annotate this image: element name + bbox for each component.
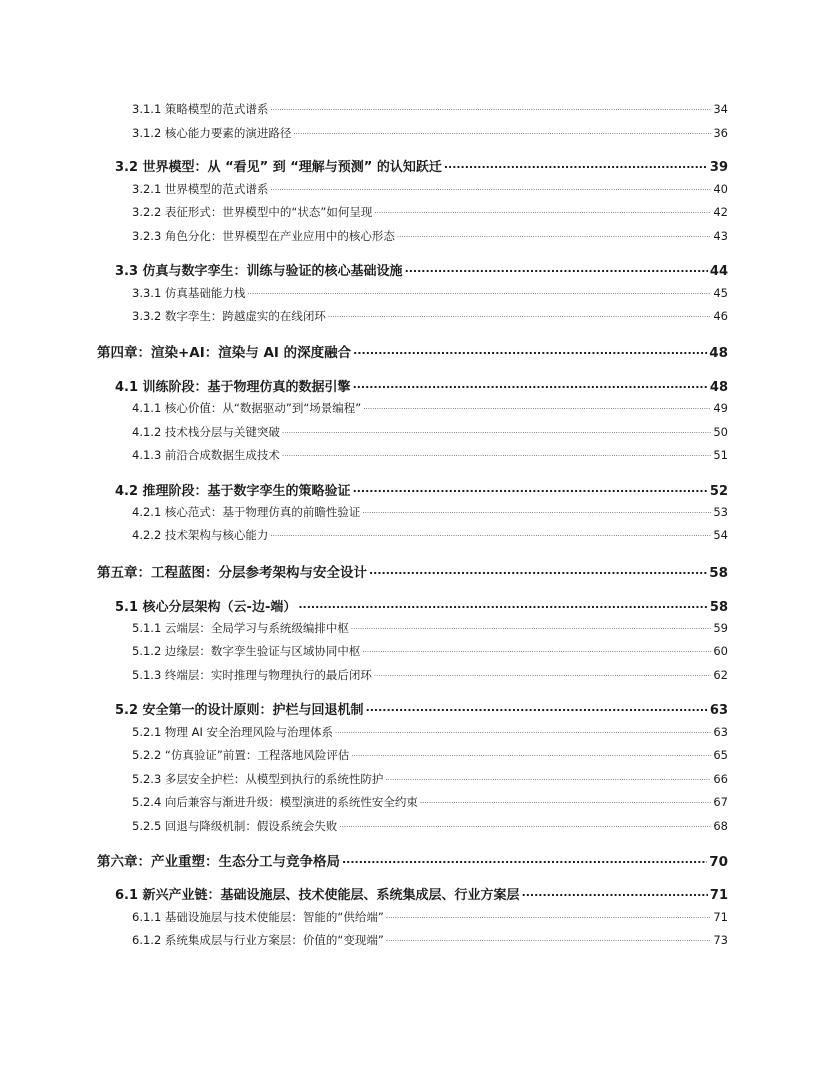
toc-entry-title: 6.1.1 基础设施层与技术使能层：智能的“供给端”: [132, 910, 384, 924]
toc-entry-title: 5.2.3 多层安全护栏：从模型到执行的系统性防护: [132, 772, 384, 786]
toc-entry-page: 63: [713, 725, 728, 739]
toc-entry[interactable]: [132, 643, 728, 659]
toc-entry-page: 63: [709, 703, 728, 718]
toc-entry-page: 40: [713, 182, 728, 196]
toc-entry-page: 54: [713, 528, 728, 542]
toc-entry-title: 4.1.3 前沿合成数据生成技术: [132, 448, 280, 462]
toc-entry-title: 5.2 安全第一的设计原则：护栏与回退机制: [115, 703, 364, 718]
toc-entry[interactable]: [132, 794, 728, 810]
toc-entry-title: 3.2.3 角色分化：世界模型在产业应用中的核心形态: [132, 229, 395, 243]
toc-entry[interactable]: [115, 596, 728, 615]
toc-entry-page: 44: [709, 264, 728, 279]
leader-dots: [397, 229, 711, 241]
toc-entry-page: 51: [713, 448, 728, 462]
toc-entry-page: 48: [709, 380, 728, 395]
toc-entry[interactable]: [97, 561, 728, 581]
leader-dots: [362, 505, 711, 517]
leader-dots: [374, 668, 711, 680]
leader-dots: [351, 621, 711, 633]
toc-entry[interactable]: [132, 125, 728, 141]
toc-entry[interactable]: [132, 747, 728, 763]
toc-entry[interactable]: [132, 527, 728, 543]
leader-dots: [385, 772, 711, 784]
toc-entry-page: 42: [713, 205, 728, 219]
leader-dots: [270, 182, 711, 194]
toc-entry-page: 39: [709, 160, 728, 175]
leader-dots: [353, 378, 708, 391]
toc-entry-title: 5.2.5 回退与降级机制：假设系统会失败: [132, 819, 338, 833]
leader-dots: [247, 286, 711, 298]
toc-entry[interactable]: [132, 308, 728, 324]
leader-dots: [444, 158, 708, 171]
toc-entry-title: 第六章：产业重塑：生态分工与竞争格局: [97, 854, 340, 870]
toc-entry-title: 5.2.2 “仿真验证”前置：工程落地风险评估: [132, 748, 350, 762]
toc-entry-page: 71: [709, 888, 728, 903]
leader-dots: [293, 126, 711, 138]
toc-entry[interactable]: [132, 620, 728, 636]
toc-entry-page: 67: [713, 795, 728, 809]
leader-dots: [339, 819, 711, 831]
leader-dots: [270, 102, 711, 114]
toc-entry-title: 5.1 核心分层架构（云-边-端）: [115, 600, 297, 615]
toc-entry-page: 48: [709, 345, 728, 361]
toc-entry-title: 3.2.2 表征形式：世界模型中的“状态”如何呈现: [132, 205, 373, 219]
toc-entry-title: 5.1.3 终端层：实时推理与物理执行的最后闭环: [132, 668, 372, 682]
toc-entry-title: 4.1.2 技术栈分层与关键突破: [132, 425, 280, 439]
toc-entry[interactable]: [132, 228, 728, 244]
toc-entry[interactable]: [115, 156, 728, 175]
leader-dots: [362, 644, 711, 656]
toc-entry[interactable]: [132, 504, 728, 520]
toc-entry-title: 第五章：工程蓝图：分层参考架构与安全设计: [97, 565, 367, 581]
toc-entry-page: 53: [713, 505, 728, 519]
leader-dots: [328, 309, 711, 321]
toc-entry[interactable]: [132, 204, 728, 220]
leader-dots: [270, 528, 711, 540]
toc-entry[interactable]: [97, 850, 728, 870]
leader-dots: [282, 425, 711, 437]
toc-entry[interactable]: [132, 447, 728, 463]
toc-entry-title: 4.1 训练阶段：基于物理仿真的数据引擎: [115, 380, 351, 395]
toc-entry[interactable]: [115, 884, 728, 903]
leader-dots: [420, 795, 711, 807]
leader-dots: [386, 933, 712, 945]
toc-entry[interactable]: [132, 400, 728, 416]
toc-entry-title: 6.1 新兴产业链：基础设施层、技术使能层、系统集成层、行业方案层: [115, 888, 520, 903]
toc-entry-page: 66: [713, 772, 728, 786]
toc-entry-page: 65: [713, 748, 728, 762]
leader-dots: [298, 598, 708, 611]
toc-entry-page: 62: [713, 668, 728, 682]
toc-entry-title: 3.1.2 核心能力要素的演进路径: [132, 126, 292, 140]
toc-entry[interactable]: [132, 771, 728, 787]
toc-entry-page: 45: [713, 286, 728, 300]
toc-entry[interactable]: [132, 285, 728, 301]
toc-entry-page: 68: [713, 819, 728, 833]
leader-dots: [351, 748, 711, 760]
leader-dots: [366, 701, 708, 714]
toc-entry[interactable]: [115, 260, 728, 279]
toc-entry-page: 58: [709, 600, 728, 615]
toc-entry[interactable]: [115, 480, 728, 499]
leader-dots: [282, 448, 711, 460]
leader-dots: [342, 853, 707, 867]
toc-entry-page: 50: [713, 425, 728, 439]
toc-entry[interactable]: [115, 376, 728, 395]
toc-entry[interactable]: [132, 181, 728, 197]
leader-dots: [363, 401, 711, 413]
toc-entry-page: 59: [713, 621, 728, 635]
toc-entry-title: 3.2.1 世界模型的范式谱系: [132, 182, 269, 196]
toc-entry[interactable]: [115, 699, 728, 718]
toc-entry-page: 49: [713, 401, 728, 415]
toc-entry-page: 34: [713, 102, 728, 116]
leader-dots: [335, 725, 711, 737]
toc-entry-page: 46: [713, 309, 728, 323]
toc-entry-title: 第四章：渲染+AI：渲染与 AI 的深度融合: [97, 345, 352, 361]
toc-entry-page: 70: [709, 854, 728, 870]
toc-entry-page: 73: [713, 933, 728, 947]
toc-entry[interactable]: [97, 341, 728, 361]
toc-entry-title: 3.1.1 策略模型的范式谱系: [132, 102, 269, 116]
toc-entry-title: 4.2 推理阶段：基于数字孪生的策略验证: [115, 484, 351, 499]
toc-entry-title: 6.1.2 系统集成层与行业方案层：价值的“变现端”: [132, 933, 384, 947]
toc-entry-title: 4.2.1 核心范式：基于物理仿真的前瞻性验证: [132, 505, 361, 519]
leader-dots: [405, 262, 708, 275]
toc-entry-title: 3.3 仿真与数字孪生：训练与验证的核心基础设施: [115, 264, 403, 279]
leader-dots: [386, 910, 712, 922]
leader-dots: [374, 205, 711, 217]
toc-entry-page: 43: [713, 229, 728, 243]
toc-entry-title: 5.1.1 云端层：全局学习与系统级编排中枢: [132, 621, 349, 635]
toc-entry[interactable]: [132, 932, 728, 948]
toc-entry[interactable]: [132, 424, 728, 440]
toc-entry-page: 60: [713, 644, 728, 658]
toc-entry-title: 3.3.2 数字孪生：跨越虚实的在线闭环: [132, 309, 326, 323]
toc-entry-title: 4.2.2 技术架构与核心能力: [132, 528, 269, 542]
toc-entry-page: 52: [709, 484, 728, 499]
leader-dots: [353, 482, 708, 495]
toc-entry-title: 4.1.1 核心价值：从“数据驱动”到“场景编程”: [132, 401, 362, 415]
toc-entry-page: 58: [709, 565, 728, 581]
toc-entry-page: 71: [713, 910, 728, 924]
toc-entry[interactable]: [132, 724, 728, 740]
leader-dots: [522, 886, 708, 899]
toc-entry-title: 5.1.2 边缘层：数字孪生验证与区域协同中枢: [132, 644, 361, 658]
toc-entry-title: 3.3.1 仿真基础能力栈: [132, 286, 246, 300]
toc-entry[interactable]: [132, 818, 728, 834]
leader-dots: [369, 564, 707, 578]
toc-entry-title: 5.2.4 向后兼容与渐进升级：模型演进的系统性安全约束: [132, 795, 418, 809]
toc-entry[interactable]: [132, 909, 728, 925]
leader-dots: [353, 344, 707, 358]
toc-entry-title: 5.2.1 物理 AI 安全治理风险与治理体系: [132, 725, 333, 739]
toc-entry[interactable]: [132, 101, 728, 117]
toc-entry-title: 3.2 世界模型：从 “看见” 到 “理解与预测” 的认知跃迁: [115, 160, 442, 175]
toc-entry[interactable]: [132, 667, 728, 683]
toc-entry-page: 36: [713, 126, 728, 140]
